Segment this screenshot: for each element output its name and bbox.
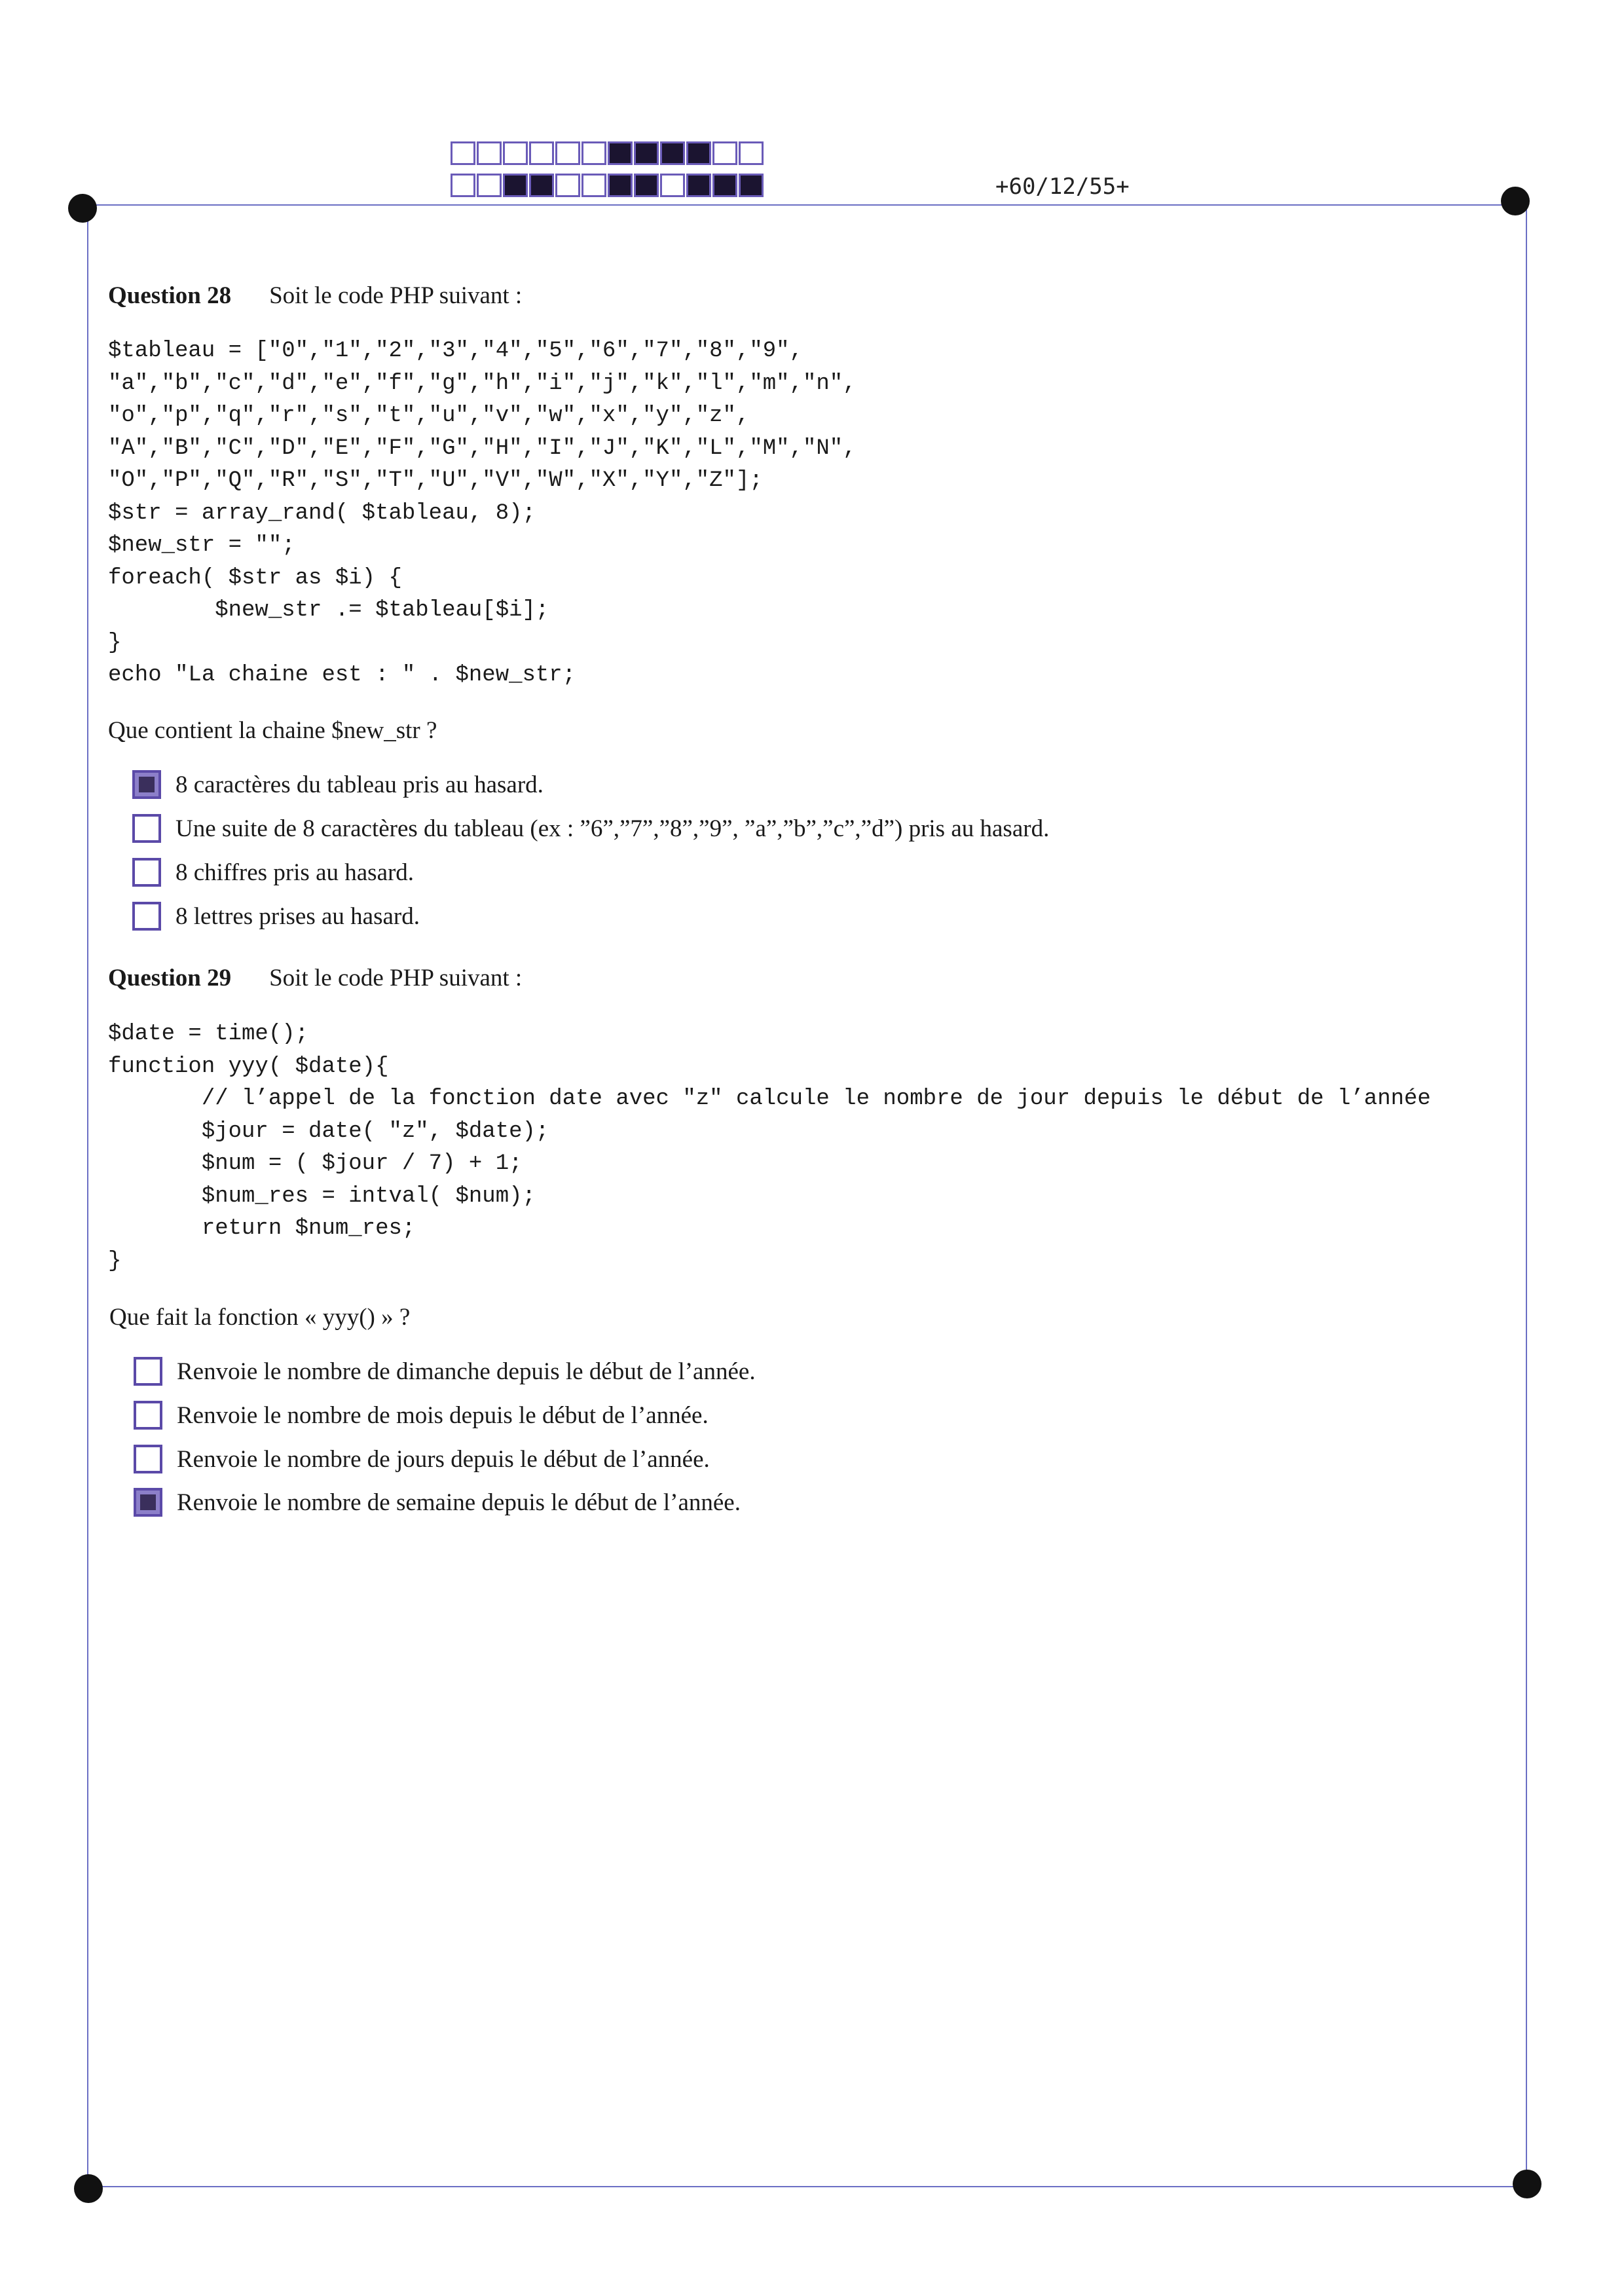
barcode-cell — [451, 141, 475, 165]
answer-text: Renvoie le nombre de semaine depuis le début de l’année. — [177, 1489, 741, 1516]
barcode-cell — [529, 174, 554, 197]
q28-answer-2[interactable] — [132, 814, 1049, 843]
question-29-prompt: Que fait la fonction « yyy() » ? — [109, 1304, 411, 1331]
answer-text: Une suite de 8 caractères du tableau (ex : ”6”,”7”,”8”,”9”, ”a”,”b”,”c”,”d”) pris au hasard. — [175, 815, 1050, 842]
barcode-top-row — [451, 141, 765, 168]
answer-checkbox[interactable] — [132, 902, 161, 931]
q29-answer-4[interactable] — [134, 1488, 741, 1517]
frame-right-line — [1526, 204, 1527, 2185]
q28-answer-4[interactable] — [132, 902, 420, 931]
corner-mark-bottom-right — [1513, 2170, 1541, 2198]
barcode-cell — [608, 174, 633, 197]
barcode-cell — [581, 174, 606, 197]
question-28-header — [108, 282, 522, 310]
answer-text: 8 caractères du tableau pris au hasard. — [175, 771, 544, 798]
page-code: +60/12/55+ — [995, 174, 1130, 200]
corner-mark-top-left — [68, 194, 97, 223]
question-28-code: $tableau = ["0","1","2","3","4","5","6","7","8","9", "a","b","c","d","e","f","g","h","i","j","k","l","m","n", "o","p","q","r","s","t","u","v","w","x","y","z", "A","B","C","D","E","F","G","H","I","J","K","L","M","N", "O","P","Q","R","S","T","U","V","W","X","Y","Z"]; $str = array_rand( $tableau, 8); $new_str = ""; foreach( $str as $i) { $new_str .= $tableau[$i]; } echo "La chaine est : " . $new_str; — [108, 339, 857, 688]
barcode-cell — [739, 174, 764, 197]
barcode-cell — [686, 141, 711, 165]
barcode-cell — [739, 141, 764, 165]
answer-checkbox[interactable] — [132, 858, 161, 887]
barcode-cell — [503, 174, 528, 197]
answer-text: 8 chiffres pris au hasard. — [175, 859, 415, 886]
barcode-cell — [660, 174, 685, 197]
frame-top-line — [85, 204, 1516, 206]
question-29-header — [108, 964, 522, 992]
q29-answer-1[interactable] — [134, 1357, 756, 1386]
barcode-cell — [477, 141, 502, 165]
barcode-cell — [712, 174, 737, 197]
answer-checkbox[interactable] — [132, 770, 161, 799]
answer-checkbox[interactable] — [134, 1401, 162, 1430]
answer-text: Renvoie le nombre de mois depuis le début de l’année. — [177, 1401, 709, 1429]
question-28-prompt: Que contient la chaine $new_str ? — [108, 717, 437, 744]
question-label: Question 28 — [108, 282, 232, 309]
barcode-cell — [503, 141, 528, 165]
answer-checkbox[interactable] — [134, 1445, 162, 1473]
corner-mark-top-right — [1501, 187, 1530, 215]
q28-answer-1[interactable] — [132, 770, 544, 799]
barcode-cell — [608, 141, 633, 165]
frame-bottom-line — [88, 2186, 1529, 2187]
answer-checkbox[interactable] — [134, 1357, 162, 1386]
barcode-cell — [712, 141, 737, 165]
barcode-cell — [451, 174, 475, 197]
question-label: Question 29 — [108, 965, 232, 991]
barcode-cell — [634, 174, 659, 197]
barcode-cell — [555, 141, 580, 165]
barcode-cell — [555, 174, 580, 197]
question-intro: Soit le code PHP suivant : — [269, 965, 523, 991]
answer-checkbox[interactable] — [134, 1488, 162, 1517]
barcode-bottom-row — [451, 174, 765, 200]
answer-text: 8 lettres prises au hasard. — [175, 902, 420, 930]
answer-text: Renvoie le nombre de dimanche depuis le début de l’année. — [177, 1358, 756, 1385]
barcode-cell — [634, 141, 659, 165]
answer-text: Renvoie le nombre de jours depuis le début de l’année. — [177, 1445, 710, 1473]
question-29-code: $date = time(); function yyy( $date){ // l’appel de la fonction date avec "z" calcule le nombre de jour depuis le début de l’année $jour = date( "z", $date); $num = ( $jour / 7) + 1; $num_res = intval( $num); return $num_res; } — [108, 1022, 1431, 1274]
barcode-cell — [477, 174, 502, 197]
corner-mark-bottom-left — [74, 2174, 103, 2203]
barcode-cell — [686, 174, 711, 197]
barcode-cell — [581, 141, 606, 165]
q29-answer-3[interactable] — [134, 1445, 710, 1473]
frame-left-line — [87, 204, 88, 2189]
barcode-cell — [529, 141, 554, 165]
q29-answer-2[interactable] — [134, 1401, 709, 1430]
barcode-cell — [660, 141, 685, 165]
question-intro: Soit le code PHP suivant : — [269, 282, 523, 309]
q28-answer-3[interactable] — [132, 858, 414, 887]
answer-checkbox[interactable] — [132, 814, 161, 843]
